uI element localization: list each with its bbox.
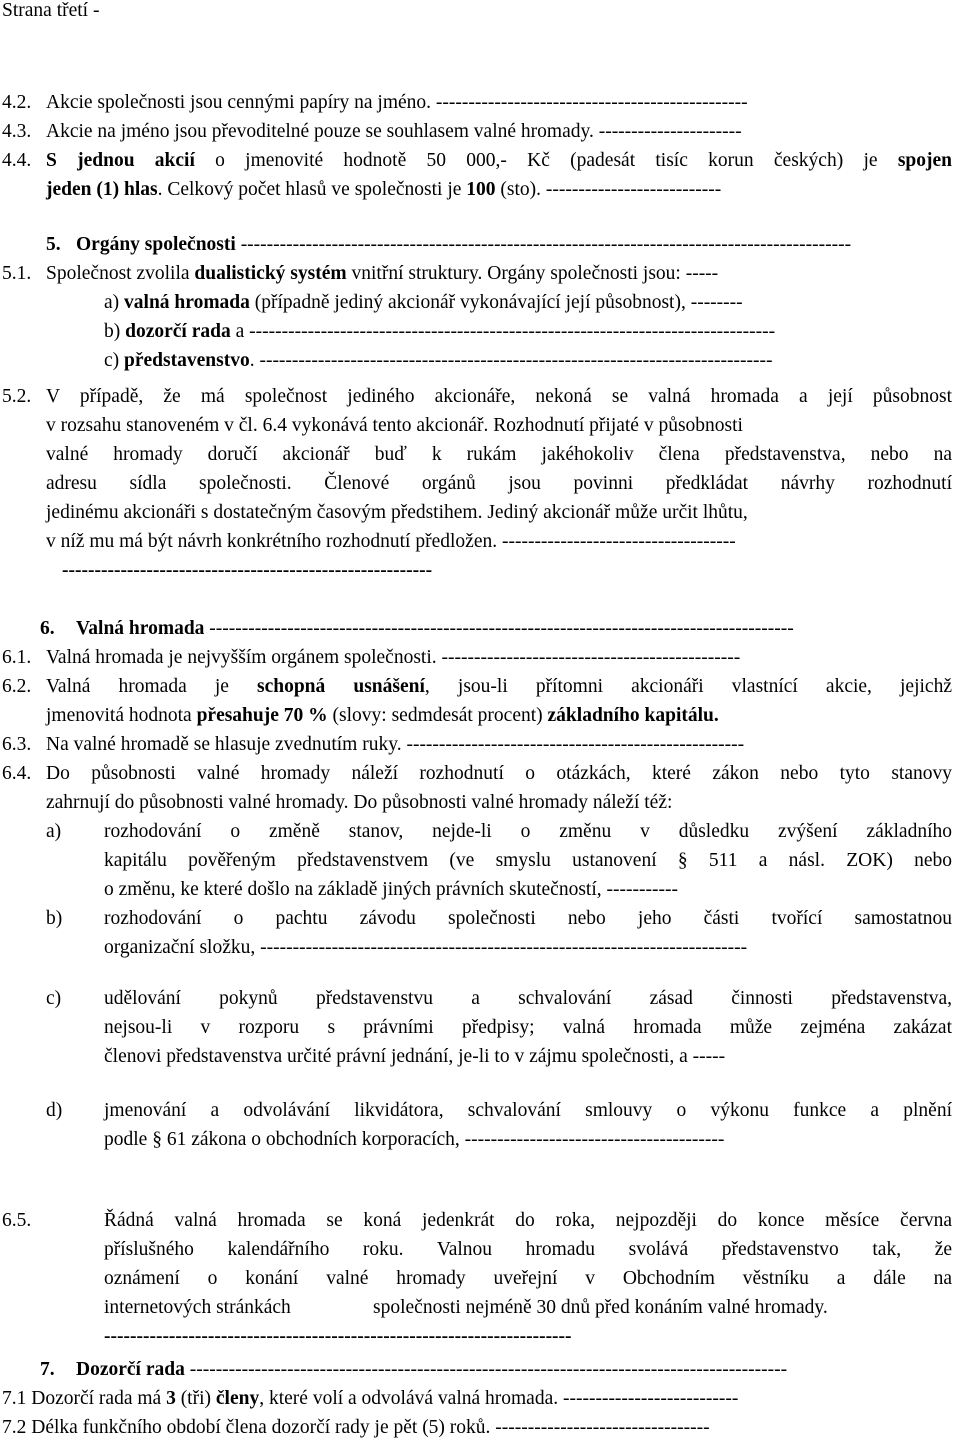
text-run: (případně jediný akcionář vykonávající její působnost), --------: [249, 292, 743, 313]
para-6-5-line2: příslušného kalendářního roku. Valnou hromadu svolává představenstvo tak, že: [104, 1239, 952, 1260]
para-6-2-num: 6.2.: [2, 676, 32, 697]
section-6-num: 6.: [40, 618, 55, 639]
text-run: Společnost zvolila: [46, 263, 195, 284]
text-run: vnitřní struktury. Orgány společnosti jsou: -----: [346, 263, 719, 284]
text-run: (tři): [175, 1388, 216, 1409]
section-5-num: 5.: [46, 234, 61, 255]
para-5-2-num: 5.2.: [2, 386, 32, 407]
dash-fill: ----------------------------------------------------------------------------------------------: [235, 234, 852, 255]
text-run: , které volí a odvolává valná hromada. ---------------------------: [259, 1388, 739, 1409]
item-a-label: a): [46, 821, 62, 842]
text-bold: základního kapitálu.: [547, 705, 719, 726]
para-6-5-line5: ------------------------------------------------------------------------: [104, 1326, 572, 1347]
para-6-5-line4b: společnosti nejméně 30 dnů před konáním valné hromady.: [373, 1297, 828, 1318]
para-num: 7.2: [2, 1417, 27, 1438]
para-7-1: [2, 1384, 738, 1413]
para-6-5-line4a: internetových stránkách: [104, 1297, 291, 1318]
item-c-line2: nejsou-li v rozporu s právními předpisy; valná hromada může zejména zakázat: [104, 1017, 952, 1038]
text-bold: schopná usnášení: [257, 676, 425, 697]
para-4-3-text: Akcie na jméno jsou převoditelné pouze se souhlasem valné hromady. ----------------------: [46, 121, 742, 142]
section-title: Orgány společnosti: [76, 234, 236, 255]
list-item-b: [104, 317, 775, 346]
text-bold: valná hromada: [124, 292, 250, 313]
para-4-3-num: 4.3.: [2, 121, 32, 142]
text-bold: dozorčí rada: [125, 321, 231, 342]
para-5-2-line3: valné hromady doručí akcionář buď k rukám jakéhokoliv člena představenstva, nebo na: [46, 444, 952, 465]
text-run: (slovy: sedmdesát procent): [327, 705, 548, 726]
text-bold: představenstvo: [124, 350, 250, 371]
para-4-2-text: Akcie společnosti jsou cennými papíry na jméno. ------------------------------------------------: [46, 92, 748, 113]
text-run: . Celkový počet hlasů ve společnosti je: [157, 179, 467, 200]
text-run: jmenovitá hodnota: [46, 705, 197, 726]
item-d-line1: jmenování a odvolávání likvidátora, schvalování smlouvy o výkonu funkce a plnění: [104, 1100, 952, 1121]
para-6-4-line1: Do působnosti valné hromady náleží rozhodnutí o otázkách, které zákon nebo tyto stanovy: [46, 763, 952, 784]
text-bold: 3: [166, 1388, 176, 1409]
list-item-a: [104, 288, 743, 317]
para-6-5-line3: oznámení o konání valné hromady uveřejní v Obchodním věstníku a dále na: [104, 1268, 952, 1289]
item-d-line2: podle § 61 zákona o obchodních korporacích, ----------------------------------------: [104, 1129, 725, 1150]
text-bold: členy: [215, 1388, 260, 1409]
para-5-2-line2: v rozsahu stanoveném v čl. 6.4 vykonává tento akcionář. Rozhodnutí přijaté v působnosti: [46, 415, 743, 436]
para-6-4-line2: zahrnují do působnosti valné hromady. Do působnosti valné hromady náleží též:: [46, 792, 673, 813]
para-4-4-line2: [46, 175, 721, 204]
section-5-heading: [76, 230, 851, 259]
para-6-5-num: 6.5.: [2, 1210, 32, 1231]
text-bold: spojen: [897, 150, 952, 171]
para-5-2-line5: jedinému akcionáři s dostatečným časovým předstihem. Jediný akcionář může určit lhůtu,: [46, 502, 748, 523]
item-d-label: d): [46, 1100, 63, 1121]
para-5-2-line1: V případě, že má společnost jediného akcionáře, nekoná se valná hromada a její působnost: [46, 386, 952, 407]
para-5-2-line6: v níž mu má být návrh konkrétního rozhodnutí předložen. ------------------------------------: [46, 531, 736, 552]
section-7-heading: [76, 1355, 787, 1384]
para-5-1-num: 5.1.: [2, 263, 32, 284]
para-7-2: [2, 1413, 710, 1442]
text-run: , jsou-li přítomni akcionáři vlastnící akcie, jejichž: [424, 676, 952, 697]
text-run: Délka funkčního období člena dozorčí rady je pět (5) roků. ---------------------------------: [26, 1417, 710, 1438]
section-6-heading: [76, 614, 794, 643]
para-4-2-num: 4.2.: [2, 92, 32, 113]
para-6-3-num: 6.3.: [2, 734, 32, 755]
para-6-5-line1: Řádná valná hromada se koná jedenkrát do roka, nejpozději do konce měsíce června: [104, 1210, 952, 1231]
item-a-line1: rozhodování o změně stanov, nejde-li o změnu v důsledku zvýšení základního: [104, 821, 952, 842]
text-bold: dualistický systém: [194, 263, 347, 284]
item-c-line3: členovi představenstva určité právní jednání, je-li to v zájmu společnosti, a -----: [104, 1046, 726, 1067]
dash-fill: ------------------------------------------------------------------------------------------: [204, 618, 794, 639]
para-6-1-num: 6.1.: [2, 647, 32, 668]
text-run: a ---------------------------------------------------------------------------------: [230, 321, 776, 342]
section-title: Valná hromada: [76, 618, 205, 639]
text-bold: jeden (1) hlas: [46, 179, 158, 200]
item-c-line1: udělování pokynů představenstvu a schvalování zásad činnosti představenstva,: [104, 988, 952, 1009]
para-4-4-line1: [46, 146, 952, 175]
para-6-1-text: Valná hromada je nejvyšším orgánem společnosti. ----------------------------------------------: [46, 647, 741, 668]
item-b-label: b): [46, 908, 63, 929]
text-run: o jmenovité hodnotě 50 000,- Kč (padesát tisíc korun českých) je: [194, 150, 898, 171]
item-b-line1: rozhodování o pachtu závodu společnosti nebo jeho části tvořící samostatnou: [104, 908, 952, 929]
section-7-num: 7.: [40, 1359, 55, 1380]
para-5-1-text: [46, 259, 718, 288]
section-title: Dozorčí rada: [76, 1359, 185, 1380]
page-header: Strana třetí -: [2, 0, 100, 21]
text-run: (sto). ---------------------------: [495, 179, 722, 200]
para-6-2-line1: [46, 672, 952, 701]
text-bold: 100: [466, 179, 496, 200]
list-marker: b): [104, 321, 126, 342]
list-item-c: [104, 346, 772, 375]
para-6-2-line2: [46, 701, 719, 730]
list-marker: c): [104, 350, 125, 371]
para-4-4-num: 4.4.: [2, 150, 32, 171]
text-bold: přesahuje 70 %: [196, 705, 328, 726]
para-5-2-line4: adresu sídla společnosti. Členové orgánů jsou povinni předkládat návrhy rozhodnutí: [46, 473, 952, 494]
list-marker: a): [104, 292, 125, 313]
item-b-line2: organizační složku, ---------------------------------------------------------------------------: [104, 937, 748, 958]
text-run: . -------------------------------------------------------------------------------: [249, 350, 773, 371]
item-c-label: c): [46, 988, 62, 1009]
dash-fill: --------------------------------------------------------------------------------------------: [184, 1359, 788, 1380]
para-num: 7.1: [2, 1388, 27, 1409]
item-a-line2: kapitálu pověřeným představenstvem (ve smyslu ustanovení § 511 a násl. ZOK) nebo: [104, 850, 952, 871]
text-bold: S jednou akcií: [46, 150, 195, 171]
para-6-3-text: Na valné hromadě se hlasuje zvednutím ruky. ----------------------------------------------------: [46, 734, 745, 755]
para-5-2-line7: ---------------------------------------------------------: [62, 560, 433, 581]
text-run: Dozorčí rada má: [26, 1388, 167, 1409]
text-run: Valná hromada je: [46, 676, 257, 697]
item-a-line3: o změnu, ke které došlo na základě jiných právních skutečností, -----------: [104, 879, 678, 900]
para-6-4-num: 6.4.: [2, 763, 32, 784]
